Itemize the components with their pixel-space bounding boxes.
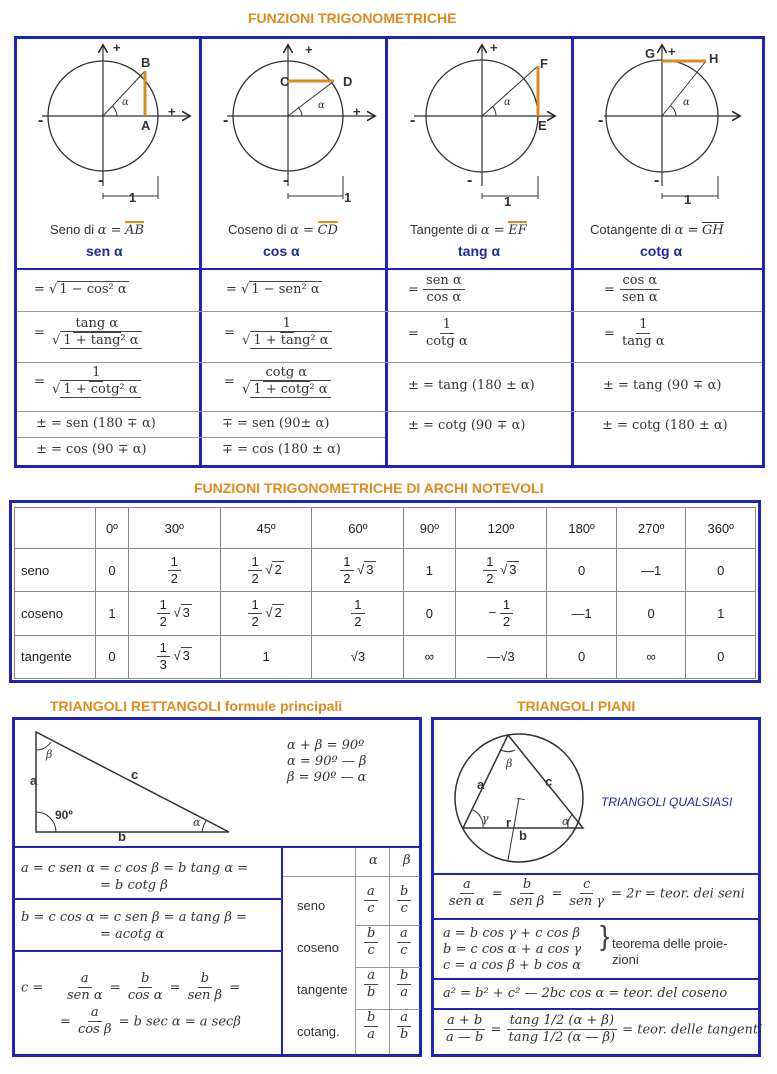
ratio-fraction: $\frac{a}{c}$: [364, 885, 378, 917]
cot-formula-3: ± = tang (90 ∓ α): [603, 378, 722, 393]
sen-formula-1: = √ 1 − cos² α: [34, 282, 127, 297]
ratio-fraction: $\frac{a}{b}$: [364, 969, 378, 1001]
law-of-cosines: a² = b² + c² — 2bc cos α = teor. del coseno: [443, 986, 728, 1001]
law-of-tangents: $\frac{a + b}{a — b}$ = $\frac{\tan g 1/2 (\alpha + \beta)}{\tan g 1/2 (\alpha — \beta)}$ = teor. delle tangenti: [446, 1013, 763, 1046]
cos-formula-3: = $\frac{\text{cotg α}}{\text{√ 1 + cotg² α}}$: [224, 366, 334, 398]
divider: [14, 268, 765, 270]
table-cell: 0: [686, 635, 756, 678]
plus-sign: +: [668, 44, 676, 59]
ratio-label: coseno: [297, 940, 339, 955]
formula-b-line2: = acotg α: [100, 927, 165, 942]
point-label: B: [141, 55, 151, 70]
table-row: [15, 549, 756, 592]
point-label: F: [540, 56, 548, 71]
table-cell: 1: [686, 592, 756, 635]
table-cell: ∞: [616, 635, 686, 678]
notable-arcs-table: [14, 507, 756, 679]
table-cell: 1: [220, 635, 312, 678]
formula-b-line1: b = c cos α = c sen β = a tang β =: [21, 910, 247, 925]
plus-sign: +: [305, 42, 313, 57]
ratio-fraction: $\frac{b}{c}$: [397, 885, 411, 917]
table-cell: 1: [96, 592, 129, 635]
table-row: [15, 635, 756, 678]
plus-sign: +: [113, 40, 121, 55]
ratio-head-beta: β: [403, 853, 411, 868]
formula-c-line1: c = $\frac{a}{\text{sen α}}$ = $\frac{b}{\text{cos α}}$ = $\frac{b}{\text{sen β}}$ =: [21, 971, 241, 1004]
projection-2: b = c cos α + a cos γ: [443, 942, 582, 957]
arc-header: 120º: [455, 508, 547, 549]
arc-header: 360º: [686, 508, 756, 549]
ratio-head-alpha: α: [369, 853, 378, 868]
table-cell: 0: [616, 592, 686, 635]
formula-a-line2: = b cotg β: [100, 878, 168, 893]
sen-formula-5: ± = cos (90 ∓ α): [36, 442, 147, 457]
tan-formula-1: = $\frac{\text{sen α}}{\text{cos α}}$: [408, 274, 465, 306]
table-cell: $\frac{1}{3}$ √ 3: [128, 635, 220, 678]
title-plane-triangles: TRIANGOLI PIANI: [517, 698, 636, 714]
arc-header: 180º: [547, 508, 617, 549]
table-cell: —1: [616, 549, 686, 592]
cotangent-circle: [604, 46, 739, 199]
cos-formula-2: = $\frac{1}{\text{√ 1 + tang² α}}$: [224, 317, 335, 349]
triangles-caption: TRIANGOLI QUALSIASI: [601, 795, 733, 809]
ratio-label: seno: [297, 898, 326, 913]
ratio-fraction: $\frac{b}{c}$: [364, 927, 378, 959]
projection-theorem-label: teorema delle proie-: [612, 936, 728, 951]
angle-sum-eq: α + β = 90º: [287, 738, 365, 753]
radius-label: r: [506, 815, 512, 830]
cosine-name: cos α: [263, 243, 300, 259]
tan-formula-3: ± = tang (180 ± α): [408, 378, 535, 393]
table-cell: 0: [404, 592, 455, 635]
point-label: H: [709, 51, 719, 66]
point-label: C: [280, 74, 290, 89]
minus-sign: -: [467, 172, 473, 189]
law-of-sines: $\frac{a}{\text{sen α}}$ = $\frac{b}{\text{sen β}}$ = $\frac{c}{\text{sen γ}}$ = 2r = teor. dei seni: [449, 877, 745, 910]
plane-beta: β: [506, 757, 513, 770]
alpha-label: α: [318, 100, 325, 111]
plane-side-c: c: [545, 774, 553, 789]
table-cell: $\frac{1}{2}$ √ 3: [455, 549, 547, 592]
plane-alpha: α: [562, 815, 570, 828]
sine-circle: [42, 46, 189, 199]
table-cell: —1: [547, 592, 617, 635]
cotangent-definition: Cotangente di α = GH: [590, 222, 724, 238]
minus-sign: -: [223, 112, 229, 129]
plus-sign: +: [353, 104, 361, 119]
cosine-circle: [227, 46, 374, 199]
point-label: D: [343, 74, 353, 89]
table-cell: 0: [686, 549, 756, 592]
table-cell: —√3: [455, 635, 547, 678]
alpha-label: α: [683, 97, 690, 108]
tangent-definition: Tangente di α = EF: [410, 222, 527, 238]
cot-formula-2: = $\frac{1}{\text{tang α}}$: [604, 317, 665, 350]
ratio-fraction: $\frac{a}{c}$: [397, 927, 411, 959]
sine-definition: Seno di α = AB: [50, 222, 145, 238]
ratio-label: cotang.: [297, 1024, 340, 1039]
table-cell: $\frac{1}{2}$ √ 3: [128, 592, 220, 635]
plus-sign: +: [490, 40, 498, 55]
table-cell: 1: [404, 549, 455, 592]
minus-sign: -: [98, 172, 104, 189]
table-cell: 0: [547, 549, 617, 592]
sen-formula-4: ± = sen (180 ∓ α): [36, 416, 156, 431]
title-right-triangles: TRIANGOLI RETTANGOLI formule principali: [50, 698, 343, 714]
title-trig-functions: FUNZIONI TRIGONOMETRICHE: [248, 10, 457, 26]
row-label: tangente: [15, 635, 96, 678]
cos-formula-5: ∓ = cos (180 ± α): [222, 442, 341, 457]
arc-header: 60º: [312, 508, 404, 549]
arc-header: 270º: [616, 508, 686, 549]
table-cell: − $\frac{1}{2}$: [455, 592, 547, 635]
table-cell: $\frac{1}{2}$ √ 2: [220, 592, 312, 635]
point-label: A: [141, 118, 151, 133]
ratio-label: tangente: [297, 982, 348, 997]
point-label: G: [645, 46, 656, 61]
ratio-fraction: $\frac{a}{b}$: [397, 1011, 411, 1043]
right-triangle-figure: [14, 720, 254, 844]
table-cell: 0: [96, 635, 129, 678]
projection-1: a = b cos γ + c cos β: [443, 926, 581, 941]
minus-sign: -: [283, 172, 289, 189]
sen-formula-3: = $\frac{1}{\text{√ 1 + cotg² α}}$: [34, 366, 144, 398]
minus-sign: -: [598, 112, 604, 129]
beta-eq: β = 90º — α: [287, 770, 367, 785]
row-label: seno: [15, 549, 96, 592]
alpha-label: α: [193, 816, 201, 829]
plane-side-a: a: [477, 777, 485, 792]
brace-icon: }: [600, 920, 610, 951]
cos-formula-4: ∓ = sen (90± α): [222, 416, 330, 431]
sine-name: sen α: [86, 243, 123, 259]
projection-3: c = a cos β + b cos α: [443, 958, 582, 973]
alpha-eq: α = 90º — β: [287, 754, 367, 769]
formula-c-line2: = $\frac{a}{\text{cos β}}$ = b sec α = a secβ: [60, 1005, 241, 1038]
table-cell: 0: [547, 635, 617, 678]
table-cell: $\frac{1}{2}$ √ 2: [220, 549, 312, 592]
cosine-definition: Coseno di α = CD: [228, 222, 338, 238]
alpha-label: α: [504, 97, 511, 108]
plane-gamma: γ: [482, 812, 489, 825]
tan-formula-2: = $\frac{1}{\text{cotg α}}$: [408, 317, 468, 350]
arc-header: 30º: [128, 508, 220, 549]
cot-formula-4: ± = cotg (180 ± α): [602, 418, 728, 433]
minus-sign: -: [654, 172, 660, 189]
table-cell: 0: [96, 549, 129, 592]
plus-sign: +: [168, 104, 176, 119]
table-cell: $\frac{1}{2}$: [312, 592, 404, 635]
unit-label: 1: [684, 192, 692, 207]
minus-sign: -: [38, 112, 44, 129]
alpha-label: α: [122, 97, 129, 108]
projection-theorem-label2: zioni: [612, 952, 639, 967]
row-label: coseno: [15, 592, 96, 635]
arc-header: 90º: [404, 508, 455, 549]
point-label: E: [538, 118, 547, 133]
table-cell: ∞: [404, 635, 455, 678]
arc-header: 0º: [96, 508, 129, 549]
beta-label: β: [46, 748, 53, 761]
table-cell: $\frac{1}{2}$ √ 3: [312, 549, 404, 592]
tangent-circle: [414, 46, 554, 199]
side-c-label: c: [131, 767, 139, 782]
cos-formula-1: = √ 1 − sen² α: [226, 282, 320, 297]
minus-sign: -: [410, 112, 416, 129]
table-cell: $\frac{1}{2}$: [128, 549, 220, 592]
right-angle-label: 90º: [55, 808, 73, 822]
arc-header: 45º: [220, 508, 312, 549]
title-notable-arcs: FUNZIONI TRIGONOMETRICHE DI ARCHI NOTEVOLI: [194, 480, 544, 496]
ratio-fraction: $\frac{b}{a}$: [364, 1011, 378, 1043]
table-row: [15, 592, 756, 635]
side-a-label: a: [30, 773, 38, 788]
tan-formula-4: ± = cotg (90 ∓ α): [408, 418, 526, 433]
unit-label: 1: [129, 190, 137, 205]
tangent-name: tang α: [458, 243, 501, 259]
side-b-label: b: [118, 829, 126, 844]
sen-formula-2: = $\frac{\text{tang α}}{\text{√ 1 + tang² α}}$: [34, 317, 145, 349]
plane-side-b: b: [519, 828, 527, 843]
ratio-fraction: $\frac{b}{a}$: [397, 969, 411, 1001]
cot-formula-1: = $\frac{\text{cos α}}{\text{sen α}}$: [604, 274, 661, 306]
table-cell: √3: [312, 635, 404, 678]
unit-label: 1: [504, 194, 512, 209]
formula-a-line1: a = c sen α = c cos β = b tang α =: [21, 861, 249, 876]
unit-label: 1: [344, 190, 352, 205]
cotangent-name: cotg α: [640, 243, 683, 259]
